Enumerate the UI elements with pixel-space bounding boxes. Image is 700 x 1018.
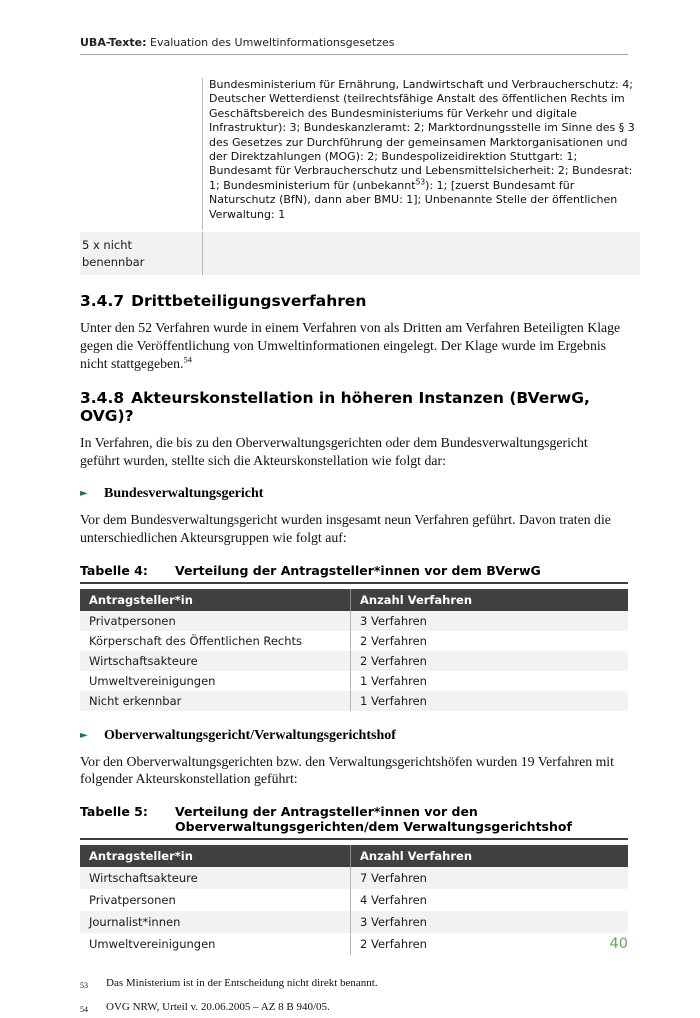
table-row [80, 651, 628, 671]
table-cell-empty [80, 78, 202, 230]
table-row [80, 867, 628, 889]
caption-label: Tabelle 4: [80, 562, 148, 578]
subsection-bverwg [80, 486, 628, 502]
table-cell: Wirtschaftsakteure [89, 653, 198, 668]
footnote-number: 53 [80, 980, 88, 990]
caption-label: Tabelle 5: [80, 803, 148, 819]
section-heading-348 [80, 389, 628, 425]
column-header: Anzahl Verfahren [350, 589, 628, 611]
table-cell: 3 Verfahren [350, 911, 628, 933]
footnote-number: 54 [80, 1004, 88, 1014]
subsection-title: Bundesverwaltungsgericht [104, 486, 264, 502]
table5-caption [80, 804, 628, 834]
table-cell: Umweltvereinigungen [89, 936, 216, 951]
table-cell: 1 Verfahren [350, 691, 628, 711]
section-title: Drittbeteiligungsverfahren [131, 292, 367, 311]
running-header-label: UBA-Texte: [80, 36, 147, 49]
table-row [80, 671, 628, 691]
table-row [80, 631, 628, 651]
table-header-row [80, 845, 628, 867]
green-arrow-icon: ► [80, 488, 88, 500]
paragraph: Vor den Oberverwaltungsgerichten bzw. den Verwaltungsgerichtshöfen wurden 19 Verfahren mit folgender Akteurskonstellation geführt: [80, 753, 614, 787]
footnote-text: OVG NRW, Urteil v. 20.06.2005 – AZ 8 B 940/05. [106, 1000, 330, 1013]
paragraph-text: Unter den 52 Verfahren wurde in einem Verfahren von als Dritten am Verfahren Beteiligten Klage gegen die Veröffentlichung von Umweltinformationen eingelegt. Der Klage wurde im Ergebnis nicht stattgegeben. [80, 320, 621, 371]
table-cell: Umweltvereinigungen [89, 673, 216, 688]
table-row [80, 691, 628, 711]
running-header [80, 36, 628, 49]
table-cell: Wirtschaftsakteure [89, 870, 198, 885]
caption-rule [80, 582, 628, 584]
paragraph: Vor dem Bundesverwaltungsgericht wurden insgesamt neun Verfahren geführt. Davon traten die unterschiedlichen Akteursgruppen wie folgt auf: [80, 512, 611, 545]
table4-caption [80, 563, 628, 578]
table-cell: Nicht erkennbar [89, 693, 182, 708]
table-cell: Journalist*innen [89, 914, 181, 929]
subsection-title: Oberverwaltungsgericht/Verwaltungsgerichtshof [104, 727, 396, 743]
continuation-table [80, 78, 640, 275]
column-header: Antragsteller*in [89, 848, 193, 863]
column-header: Antragsteller*in [89, 592, 193, 607]
running-header-title: Evaluation des Umweltinformationsgesetzes [150, 36, 395, 49]
table-cell: 7 Verfahren [350, 867, 628, 889]
table-cell: 1 Verfahren [350, 671, 628, 691]
column-header: Anzahl Verfahren [350, 845, 628, 867]
table-cell: 3 Verfahren [350, 611, 628, 631]
page-number: 40 [609, 936, 628, 952]
section-heading-347 [80, 292, 628, 310]
header-rule [80, 54, 628, 55]
table-row [80, 230, 640, 275]
section-number: 3.4.7 [80, 292, 125, 311]
paragraph [80, 319, 628, 372]
subsection-ovg [80, 728, 628, 744]
footnotes [80, 975, 628, 1018]
caption-title: Verteilung der Antragsteller*innen vor dem BVerwG [175, 562, 541, 578]
table-row [80, 78, 640, 230]
table-cell-label: 5 x nicht benennbar [82, 238, 145, 269]
footnote-54 [80, 999, 628, 1018]
table-cell: 2 Verfahren [350, 933, 628, 955]
table-cell: 4 Verfahren [350, 889, 628, 911]
table-cell: 2 Verfahren [350, 651, 628, 671]
paragraph: In Verfahren, die bis zu den Oberverwaltungsgerichten oder dem Bundesverwaltungsgericht geführt wurden, stellte sich die Akteurskonstellation wie folgt dar: [80, 435, 588, 468]
table-row [80, 911, 628, 933]
caption-rule [80, 838, 628, 840]
cell-text: Bundesministerium für Ernährung, Landwirtschaft und Verbraucherschutz: 4; Deutscher Wetterdienst (teilrechtsfähige Anstalt des öffentlichen Rechts im Geschäftsbereich des Bundesministeriums für Verkehr und digitale Infrastruktur): 3; Bundeskanzleramt: 2; Marktordnungsstelle im Sinne des § 3 des Gesetzes zur Durchführung der gemeinsamen Marktorganisationen und der Direktzahlungen (MOG): 2; Bundespolizeidirektion Stuttgart: 1; Bundesamt für Verbraucherschutz und Lebensmittelsicherheit: 2; Bundesrat: 1; Bundesministerium für (unbekannt [209, 78, 635, 192]
table-cell-empty [202, 232, 640, 275]
table-header-row [80, 589, 628, 611]
footnote-ref-53: 53 [415, 177, 426, 187]
table-cell: Körperschaft des Öffentlichen Rechts [89, 633, 303, 648]
table-5 [80, 845, 628, 955]
footnote-text: Das Ministerium ist in der Entscheidung nicht direkt benannt. [106, 976, 378, 989]
table-cell: Privatpersonen [89, 892, 176, 907]
table-row [80, 611, 628, 631]
footnote-53 [80, 975, 628, 994]
section-title: Akteurskonstellation in höheren Instanzen (BVerwG, OVG)? [80, 389, 590, 426]
footnote-ref-54: 54 [183, 354, 192, 364]
green-arrow-icon: ► [80, 729, 88, 741]
table-cell: Privatpersonen [89, 613, 176, 628]
table-cell: 2 Verfahren [350, 631, 628, 651]
table-row [80, 889, 628, 911]
table-row [80, 933, 628, 955]
table-cell-text [202, 78, 640, 230]
cell-text: ): 1; [zuerst Bundesamt für Naturschutz (BfN), dann aber BMU: 1]; Unbenannte Stelle der öffentlichen Verwaltung: 1 [209, 178, 618, 221]
section-number: 3.4.8 [80, 389, 125, 408]
caption-title: Verteilung der Antragsteller*innen vor den Oberverwaltungsgerichten/dem Verwaltungsgerichtshof [175, 803, 572, 834]
table-4 [80, 589, 628, 711]
